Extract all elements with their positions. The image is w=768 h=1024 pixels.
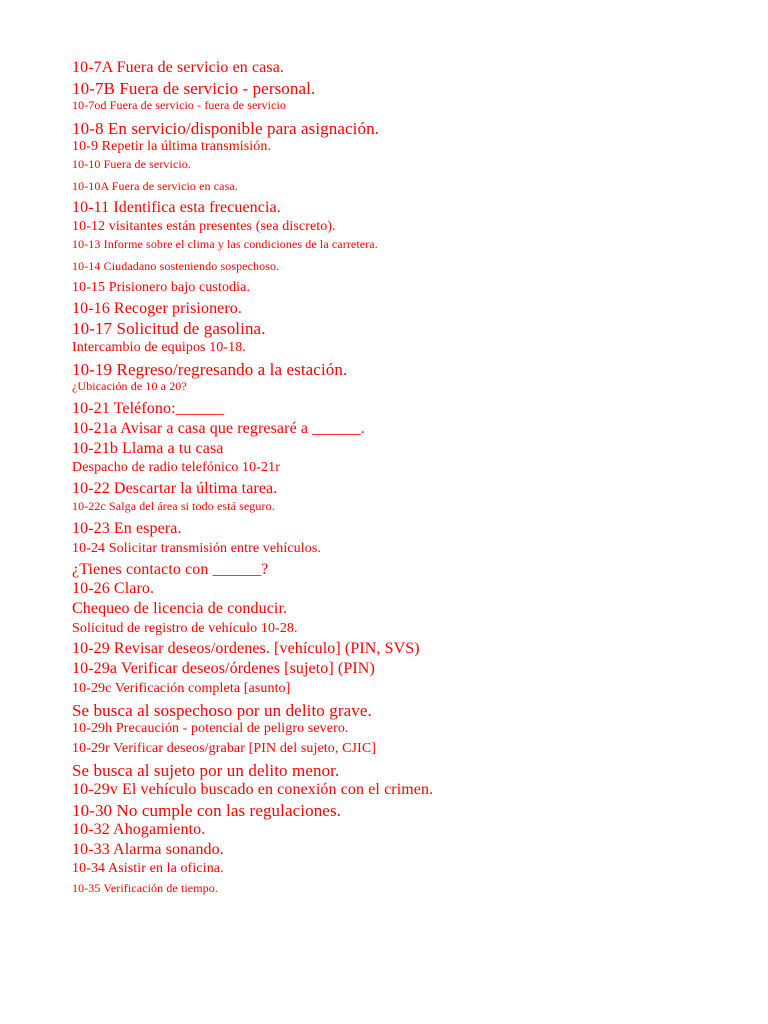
code-line: 10-10 Fuera de servicio. [72,157,192,171]
code-line: Chequeo de licencia de conducir. [72,600,288,617]
code-line: 10-22c Salga del área si todo está seguro. [72,499,275,513]
code-line: 10-24 Solicitar transmisión entre vehículos. [72,541,321,556]
code-line: 10-10A Fuera de servicio en casa. [72,179,238,193]
code-line: Despacho de radio telefónico 10-21r [72,460,280,475]
code-line: 10-29h Precaución - potencial de peligro severo. [72,721,349,736]
code-line: 10-29 Revisar deseos/ordenes. [vehículo] (PIN, SVS) [72,640,420,657]
code-line: 10-8 En servicio/disponible para asignación. [72,119,380,138]
code-line: 10-16 Recoger prisionero. [72,300,243,317]
code-line: 10-13 Informe sobre el clima y las condiciones de la carretera. [72,237,378,251]
code-line: 10-7od Fuera de servicio - fuera de servicio [72,98,286,112]
code-line: Solicitud de registro de vehículo 10-28. [72,621,298,636]
code-line: 10-21a Avisar a casa que regresaré a ______. [72,420,365,437]
code-line: 10-7A Fuera de servicio en casa. [72,59,285,76]
code-line: 10-29a Verificar deseos/órdenes [sujeto] (PIN) [72,660,375,677]
code-line: 10-21 Teléfono:______ [72,400,225,417]
code-line: 10-32 Ahogamiento. [72,821,206,838]
code-line: 10-17 Solicitud de gasolina. [72,319,266,338]
code-line: 10-19 Regreso/regresando a la estación. [72,360,348,379]
code-line: 10-15 Prisionero bajo custodia. [72,280,251,295]
code-line: 10-29v El vehículo buscado en conexión con el crimen. [72,781,434,798]
code-line: 10-7B Fuera de servicio - personal. [72,79,316,98]
code-line: Intercambio de equipos 10-18. [72,340,246,355]
code-line: 10-26 Claro. [72,580,155,597]
code-line: 10-9 Repetir la última transmisión. [72,139,272,154]
code-line: 10-11 Identifica esta frecuencia. [72,199,281,216]
code-line: 10-34 Asistir en la oficina. [72,861,224,876]
code-line: 10-23 En espera. [72,520,182,537]
code-line: Se busca al sujeto por un delito menor. [72,761,340,780]
code-line: 10-29c Verificación completa [asunto] [72,681,291,696]
code-line: 10-21b Llama a tu casa [72,440,224,457]
code-line: 10-14 Ciudadano sosteniendo sospechoso. [72,259,280,273]
code-line: 10-30 No cumple con las regulaciones. [72,801,342,820]
code-line: 10-33 Alarma sonando. [72,841,224,858]
code-line: 10-22 Descartar la última tarea. [72,480,278,497]
code-line: 10-12 visitantes están presentes (sea discreto). [72,219,336,234]
code-line: 10-35 Verificación de tiempo. [72,881,218,895]
code-line: 10-29r Verificar deseos/grabar [PIN del sujeto, CJIC] [72,741,377,756]
code-line: Se busca al sospechoso por un delito grave. [72,701,372,720]
code-line: ¿Tienes contacto con ______? [72,561,269,578]
code-line: ¿Ubicación de 10 a 20? [72,379,187,393]
